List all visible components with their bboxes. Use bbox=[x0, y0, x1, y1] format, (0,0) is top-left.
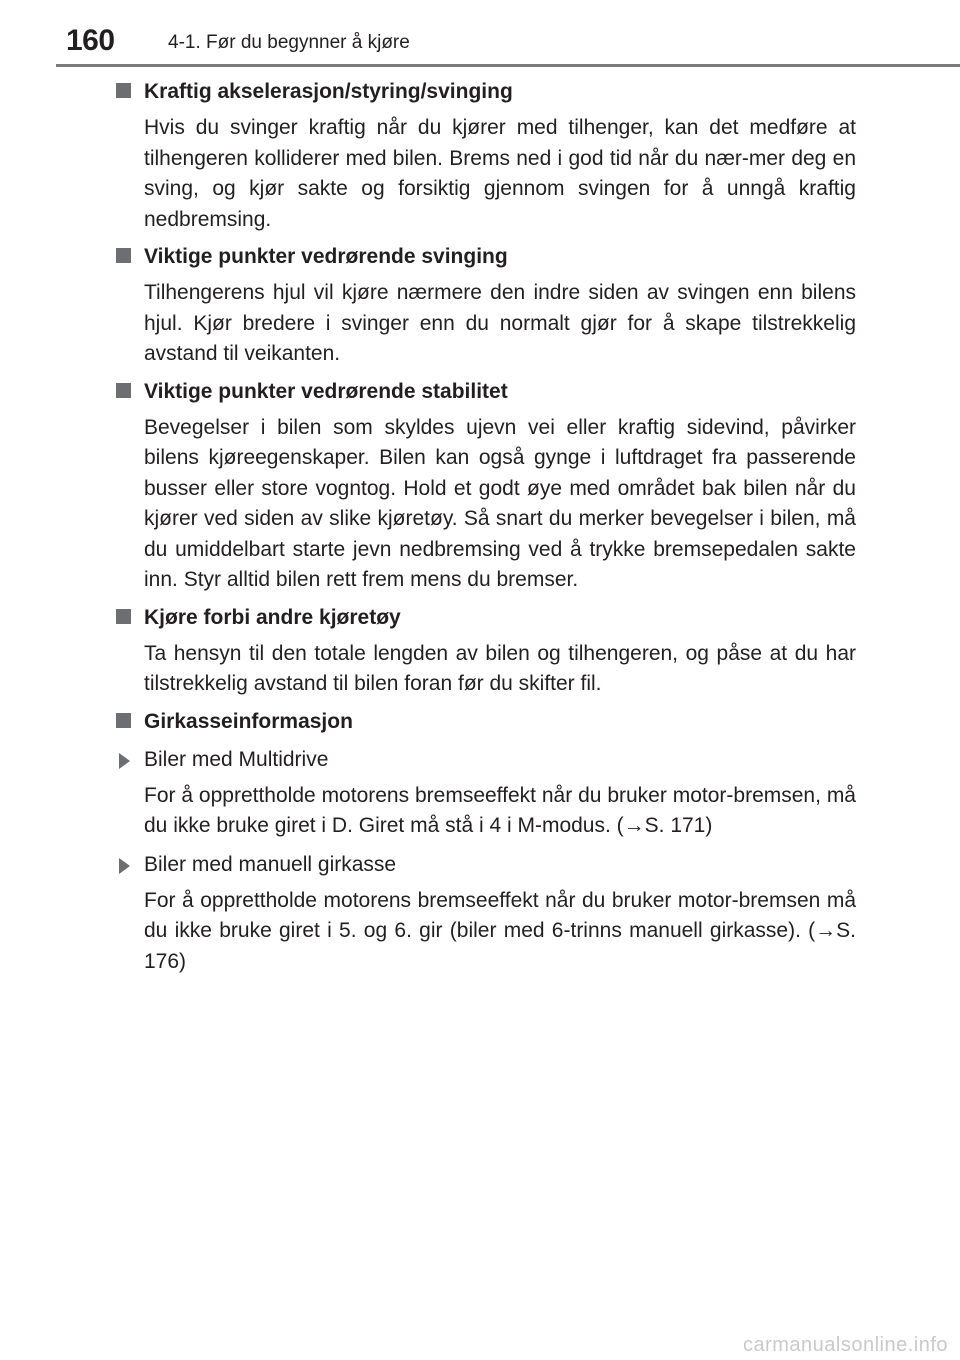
header-divider bbox=[56, 64, 960, 67]
section-heading-text: Viktige punkter vedrørende stabilitet bbox=[144, 379, 508, 403]
watermark: carmanualsonline.info bbox=[742, 1334, 948, 1356]
section-heading-text: Kjøre forbi andre kjøretøy bbox=[144, 605, 401, 629]
square-bullet-icon bbox=[116, 83, 131, 98]
triangle-arrow-icon bbox=[119, 753, 130, 769]
section-heading bbox=[116, 603, 856, 633]
sub-item-paragraph: For å opprettholde motorens bremseeffekt når du bruker motor-bremsen må du ikke bruke giret i 5. og 6. gir (biler med 6-trinns manuell girkasse). (→S. 176) bbox=[144, 888, 856, 973]
square-bullet-icon bbox=[116, 248, 131, 263]
square-bullet-icon bbox=[116, 609, 131, 624]
section-heading bbox=[116, 77, 856, 107]
triangle-arrow-icon bbox=[119, 858, 130, 874]
square-bullet-icon bbox=[116, 713, 131, 728]
page-content bbox=[116, 77, 856, 977]
sub-item-manuell-girkasse bbox=[116, 850, 856, 880]
chapter-title: 4-1. Før du begynner å kjøre bbox=[168, 32, 410, 53]
section-paragraph: Ta hensyn til den totale lengden av bilen og tilhengeren, og påse at du har tilstrekkelig avstand til bilen foran før du skifter fil. bbox=[144, 641, 856, 695]
section-paragraph: Bevegelser i bilen som skyldes ujevn vei eller kraftig sidevind, påvirker bilens kjøreegenskaper. Bilen kan også gynge i luftdraget fra passerende busser eller store vogntog. Hold et godt øye med området bak bilen når du kjører ved siden av slike kjøretøy. Så snart du merker bevegelser i bilen, må du umiddelbart starte jevn nedbremsing ved å trykke bremsepedalen sakte inn. Styr alltid bilen rett frem mens du bremser. bbox=[144, 415, 856, 591]
section-kraftig-akselerasjon bbox=[116, 77, 856, 235]
section-heading bbox=[116, 242, 856, 272]
sub-item-title: Biler med manuell girkasse bbox=[144, 852, 397, 876]
section-heading-text: Kraftig akselerasjon/styring/svinging bbox=[144, 80, 513, 103]
sub-item-multidrive bbox=[116, 745, 856, 775]
page-number: 160 bbox=[66, 24, 115, 57]
section-heading-text: Viktige punkter vedrørende svinging bbox=[144, 245, 508, 268]
section-heading bbox=[116, 377, 856, 407]
section-stabilitet bbox=[116, 377, 856, 596]
page-header bbox=[0, 0, 960, 70]
section-paragraph: Tilhengerens hjul vil kjøre nærmere den indre siden av svingen enn bilens hjul. Kjør bredere i svinger enn du normalt gjør for å skape tilstrekkelig avstand til veikanten. bbox=[144, 281, 856, 365]
sub-item-title: Biler med Multidrive bbox=[144, 747, 329, 771]
section-girkasseinformasjon bbox=[116, 707, 856, 978]
section-heading bbox=[116, 707, 856, 737]
square-bullet-icon bbox=[116, 383, 131, 398]
sub-item-paragraph: For å opprettholde motorens bremseeffekt når du bruker motor-bremsen, må du ikke bruke giret i D. Giret må stå i 4 i M-modus. (→S. 171) bbox=[144, 783, 856, 837]
section-paragraph: Hvis du svinger kraftig når du kjører med tilhenger, kan det medføre at tilhengeren kolliderer med bilen. Brems ned i god tid når du nær-mer deg en sving, og kjør sakte og forsiktig gjennom svingen for å unngå kraftig nedbremsing. bbox=[144, 116, 856, 231]
section-kjore-forbi bbox=[116, 603, 856, 700]
section-svinging bbox=[116, 242, 856, 370]
section-heading-text: Girkasseinformasjon bbox=[144, 709, 353, 733]
